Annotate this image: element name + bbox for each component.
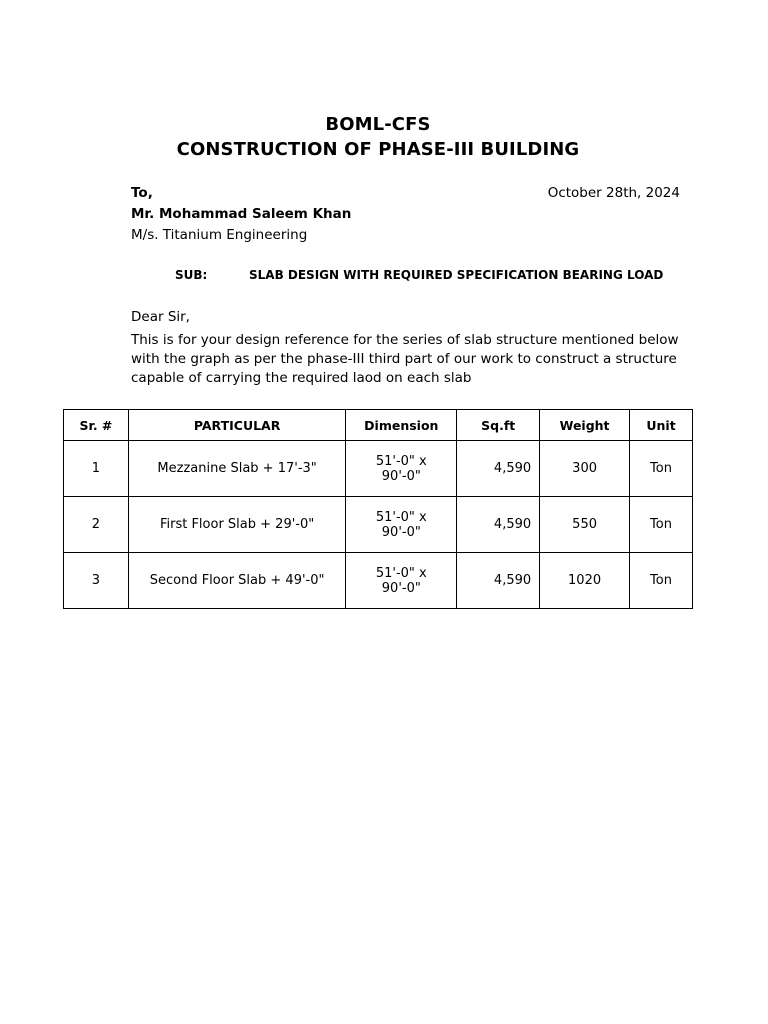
cell-sqft: 4,590	[457, 553, 540, 609]
cell-sqft: 4,590	[457, 497, 540, 553]
recipient-company: M/s. Titanium Engineering	[131, 227, 308, 243]
cell-sr: 1	[64, 441, 129, 497]
cell-sqft: 4,590	[457, 441, 540, 497]
table-header-row	[64, 410, 693, 441]
column-header-unit: Unit	[630, 410, 693, 441]
cell-dimension: 51'-0" x 90'-0"	[346, 553, 457, 609]
letter-date: October 28th, 2024	[547, 185, 680, 201]
cell-unit: Ton	[630, 497, 693, 553]
body-line: with the graph as per the phase-III third part of our work to construct a structure	[131, 351, 677, 367]
cell-weight: 300	[540, 441, 630, 497]
cell-particular: First Floor Slab + 29'-0"	[128, 497, 346, 553]
column-header-weight: Weight	[540, 410, 630, 441]
table-row	[64, 497, 693, 553]
body-line: This is for your design reference for the series of slab structure mentioned below	[131, 332, 679, 348]
cell-weight: 550	[540, 497, 630, 553]
document-subtitle: CONSTRUCTION OF PHASE-III BUILDING	[176, 139, 580, 160]
cell-sr: 3	[64, 553, 129, 609]
cell-particular: Second Floor Slab + 49'-0"	[128, 553, 346, 609]
to-label: To,	[131, 185, 153, 201]
letter-body	[131, 331, 691, 388]
recipient-name: Mr. Mohammad Saleem Khan	[131, 206, 352, 222]
document-title: BOML-CFS	[325, 114, 431, 135]
cell-weight: 1020	[540, 553, 630, 609]
slab-specification-table	[63, 409, 693, 609]
cell-sr: 2	[64, 497, 129, 553]
column-header-particular: PARTICULAR	[128, 410, 346, 441]
cell-dimension: 51'-0" x 90'-0"	[346, 441, 457, 497]
table-row	[64, 553, 693, 609]
subject-text: SLAB DESIGN WITH REQUIRED SPECIFICATION BEARING LOAD	[249, 268, 664, 282]
column-header-sqft: Sq.ft	[457, 410, 540, 441]
subject-label: SUB:	[175, 268, 208, 282]
cell-particular: Mezzanine Slab + 17'-3"	[128, 441, 346, 497]
column-header-sr: Sr. #	[64, 410, 129, 441]
table-row	[64, 441, 693, 497]
cell-dimension: 51'-0" x 90'-0"	[346, 497, 457, 553]
column-header-dimension: Dimension	[346, 410, 457, 441]
cell-unit: Ton	[630, 553, 693, 609]
cell-unit: Ton	[630, 441, 693, 497]
body-line: capable of carrying the required laod on each slab	[131, 370, 472, 386]
salutation: Dear Sir,	[131, 309, 190, 325]
